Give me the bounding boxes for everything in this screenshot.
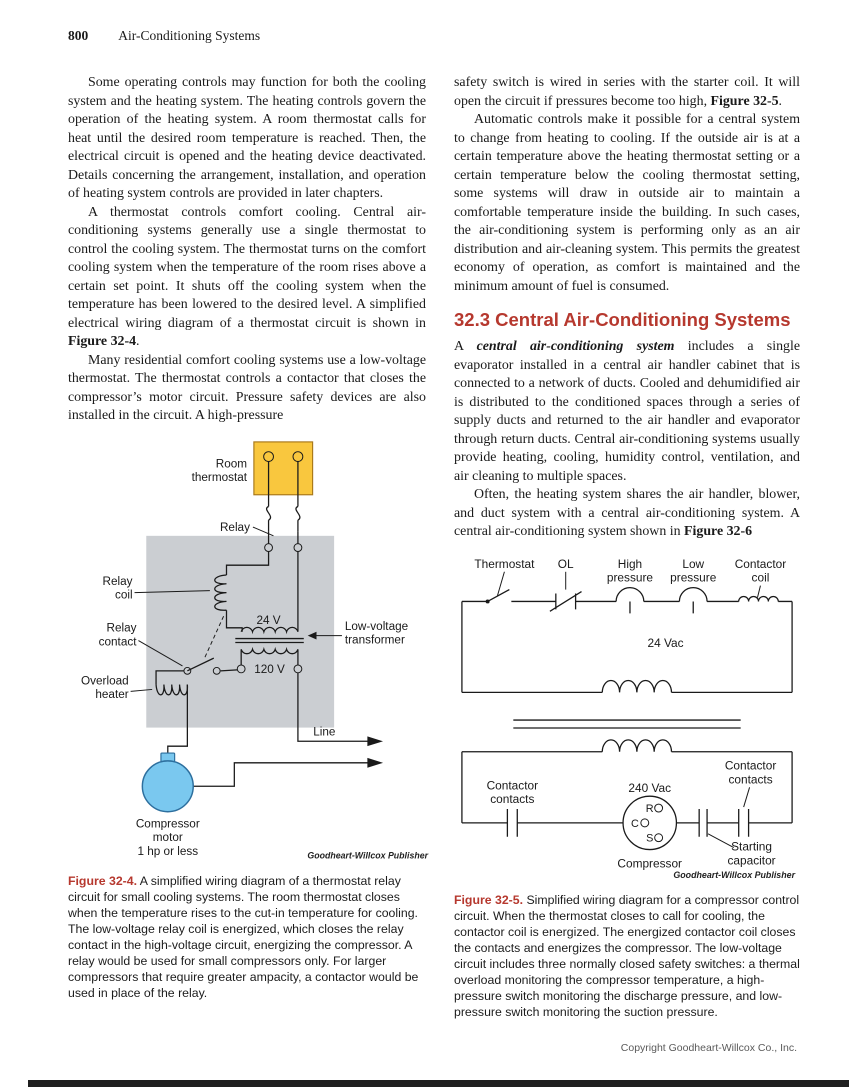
left-column	[68, 74, 429, 1001]
contactor-contacts-right-label: contacts	[728, 772, 773, 787]
starting-capacitor-label: capacitor	[727, 853, 776, 868]
room-thermostat-label: thermostat	[191, 470, 248, 484]
compressor-label: Compressor	[617, 856, 683, 871]
relay-coil-label: coil	[114, 587, 133, 601]
paragraph-text: .	[136, 334, 140, 349]
lv-transformer-label: transformer	[344, 632, 405, 646]
figure-reference: Figure 32-4	[68, 334, 137, 349]
compressor-motor-label: Compressor	[135, 816, 200, 830]
high-pressure-label: High	[617, 556, 643, 571]
relay-coil-label: Relay	[102, 574, 133, 588]
voltage-120v-label: 120 V	[254, 662, 285, 676]
paragraph-3	[68, 352, 426, 426]
running-header	[68, 28, 260, 44]
voltage-240vac-label: 240 Vac	[628, 781, 672, 796]
relay-label: Relay	[219, 520, 250, 534]
compressor-control-diagram	[454, 554, 800, 880]
compressor-motor-symbol	[142, 753, 193, 812]
voltage-24v-label: 24 V	[256, 613, 281, 627]
contactor-contacts-right-label: Contactor	[724, 758, 777, 773]
room-thermostat-symbol	[254, 441, 313, 494]
copyright-notice: Copyright Goodheart-Willcox Co., Inc.	[620, 1042, 797, 1054]
paragraph-2	[68, 204, 426, 352]
paragraph-text: Many residential comfort cooling systems use a low-voltage thermostat. The thermostat controls a contactor that closes the compressor’s motor circuit. Pressure safety devices are also installed in the circuit. A high-pressure	[68, 352, 426, 423]
compressor-motor-label: motor	[152, 830, 183, 844]
relay-contact-label: contact	[98, 634, 137, 648]
key-term: central air-conditioning system	[476, 339, 675, 355]
overload-label: OL	[557, 556, 574, 571]
contactor-coil-label: coil	[751, 570, 770, 585]
low-pressure-label: pressure	[670, 570, 717, 585]
paragraph-6	[454, 338, 800, 486]
figure-reference: Figure 32-5	[710, 93, 779, 109]
terminal-c-label: C	[630, 817, 639, 830]
publisher-credit: Goodheart-Willcox Publisher	[307, 850, 429, 861]
relay-contact-label: Relay	[106, 621, 137, 635]
transformer-core	[513, 720, 740, 728]
publisher-credit: Goodheart-Willcox Publisher	[673, 870, 796, 880]
terminal-s-label: S	[646, 832, 654, 845]
figure-32-4	[68, 438, 429, 867]
lv-transformer-label: Low-voltage	[344, 619, 409, 633]
paragraph-text: .	[778, 93, 783, 109]
right-column	[454, 74, 800, 1020]
figure-caption-text: A simplified wiring diagram of a thermostat relay circuit for small cooling systems. The room thermostat closes when the temperature rises to the cut-in temperature for cooling. The low-voltage relay coil is energized, which closes the relay contact in the high-voltage circuit, energizing the compressor. A relay would be used for small compressors only. For larger compressors that require greater ampacity, a contactor would be used in place of the relay.	[68, 873, 419, 1000]
paragraph-text: includes a single evaporator installed in a central air handler cabinet that is connected to a network of ducts. Cooled and dehumidified air is distributed to the conditioned spaces through a series of supply ducts and returned to the air handler and evaporator through return ducts. Central air-conditioning systems usually provide heating, cooling, humidity control, ventilation, and air cleaning to multiple spaces.	[454, 339, 800, 484]
voltage-24vac-label: 24 Vac	[647, 635, 684, 650]
starting-capacitor-label: Starting	[731, 839, 772, 854]
paragraph-1	[68, 74, 426, 204]
paragraph-text: Often, the heating system shares the air handler, blower, and duct system with a central air-conditioning system. A central air-conditioning system shown in	[454, 487, 800, 540]
page-number: 800	[68, 28, 89, 43]
thermostat-label: Thermostat	[474, 556, 535, 571]
line-label: Line	[313, 724, 336, 738]
paragraph-text: A thermostat controls comfort cooling. Central air-conditioning systems generally use a single thermostat to control the cooling system. The thermostat turns on the comfort cooling system when the temperature of the room rises above a certain set point. It shuts off the cooling system when the temperature has been lowered to the desired level. A simplified electrical wiring diagram of a thermostat circuit is shown in	[68, 204, 426, 331]
figure-32-5	[454, 554, 800, 887]
thermostat-relay-diagram	[68, 438, 430, 861]
section-heading: 32.3 Central Air-Conditioning Systems	[454, 309, 791, 330]
paragraph-text: Automatic controls make it possible for a central system to change from heating to cooling. If the outside air is at a certain temperature above the heating thermostat setting or a certain temperature below the cooling thermostat setting, some systems will draw in outside air to maintain a comfortable temperature inside the building. In such cases, the air-conditioning system is performing only as an air distribution and air-cleaning system. This permits the greatest economy of operation, as comfort is maintained and the minimum amount of fuel is consumed.	[454, 112, 800, 294]
low-pressure-label: Low	[682, 556, 705, 571]
paragraph-7	[454, 486, 800, 542]
contactor-contacts-left-label: Contactor	[486, 778, 539, 793]
room-thermostat-label: Room	[215, 456, 248, 470]
chapter-title: Air-Conditioning Systems	[118, 28, 261, 43]
paragraph-4	[454, 74, 800, 111]
figure-32-5-caption	[454, 892, 800, 1020]
compressor-motor-label: 1 hp or less	[137, 844, 199, 858]
figure-caption-number: Figure 32-5.	[454, 893, 524, 908]
overload-heater-label: Overload	[81, 674, 129, 688]
figure-reference: Figure 32-6	[684, 524, 753, 540]
figure-32-4-caption	[68, 873, 426, 1001]
overload-heater-label: heater	[95, 687, 129, 701]
paragraph-text: safety switch is wired in series with the starter coil. It will open the circuit if pressures become too high,	[454, 75, 800, 109]
contactor-contacts-left-label: contacts	[490, 791, 535, 806]
paragraph-text: Some operating controls may function for both the cooling system and the heating system. The heating controls govern the operation of the heating system. A room thermostat calls for heat until the desired room temperature is reached. Then, the electrical circuit is opened and the heating device deactivated. Details concerning the arrangement, installation, and operation of heating system controls are provided in later chapters.	[68, 75, 426, 201]
control-circuit-24v	[462, 587, 792, 692]
paragraph-text: A	[454, 339, 477, 355]
terminal-r-label: R	[645, 802, 654, 815]
paragraph-5	[454, 111, 800, 296]
high-pressure-label: pressure	[606, 570, 654, 585]
page-edge-shadow	[28, 1080, 849, 1087]
figure-caption-text: Simplified wiring diagram for a compressor control circuit. When the thermostat closes to call for cooling, the contactor coil is energized. The energized contactor coil closes the contacts and energizes the compressor. The low-voltage circuit includes three normally closed safety switches: a thermal overload monitoring the compressor temperature, a high-pressure switch monitoring the discharge pressure, and low-pressure switch monitoring the suction pressure.	[454, 893, 800, 1020]
figure-caption-number: Figure 32-4.	[68, 873, 138, 888]
contactor-coil-label: Contactor	[734, 556, 787, 571]
